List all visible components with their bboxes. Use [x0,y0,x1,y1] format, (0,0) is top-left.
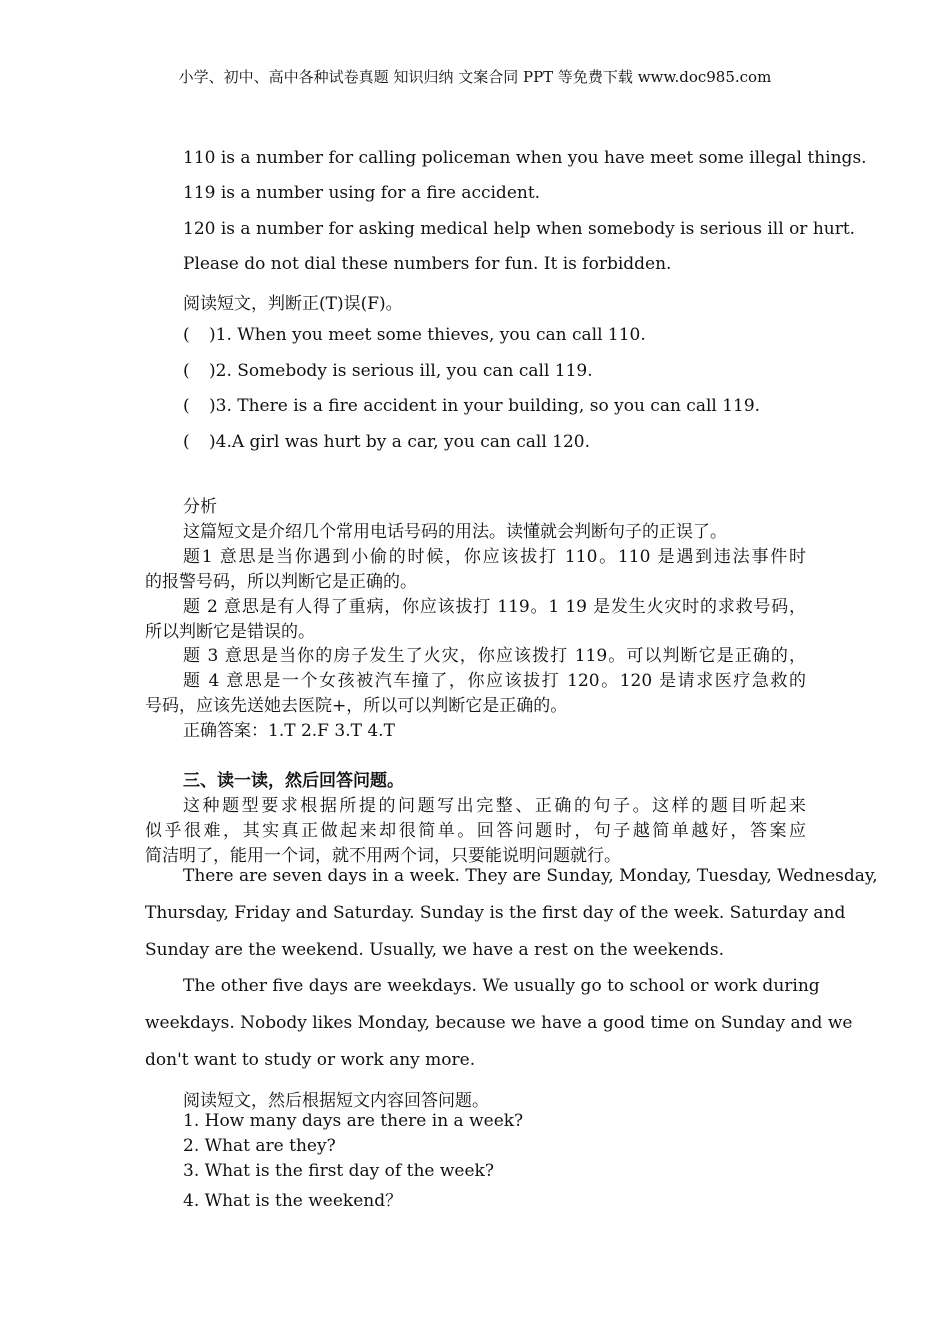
intro-line: 这种题型要求根据所提的问题写出完整、正确的句子。这样的题目听起来 [183,796,806,816]
answer-blank: ( [183,432,190,452]
passage-line: Thursday, Friday and Saturday. Sunday is the first day of the week. Saturday and [145,903,846,923]
analysis-line: 题 3 意思是当你的房子发生了火灾，你应该拨打 119。可以判断它是正确的， [183,646,806,666]
analysis-title: 分析 [183,497,217,517]
question-item: 3. What is the first day of the week? [183,1161,494,1181]
question-item [183,432,590,452]
section-heading: 三、读一读，然后回答问题。 [183,771,404,791]
analysis-line: 这篇短文是介绍几个常用电话号码的用法。读懂就会判断句子的正误了。 [183,522,727,542]
passage-line: Sunday are the weekend. Usually, we have a rest on the weekends. [145,940,725,960]
passage-line: don't want to study or work any more. [145,1050,476,1070]
passage-line: 119 is a number using for a fire accident. [183,183,541,203]
analysis-line: 所以判断它是错误的。 [145,622,315,642]
question-item: 1. How many days are there in a week? [183,1111,524,1131]
analysis-line: 的报警号码，所以判断它是正确的。 [145,572,417,592]
passage-line: 120 is a number for asking medical help when somebody is serious ill or hurt. [183,219,856,239]
instruction-true-false: 阅读短文，判断正(T)误(F)。 [183,294,403,314]
question-item [183,325,646,345]
analysis-line: 号码，应该先送她去医院+，所以可以判断它是正确的。 [145,696,568,716]
answer-blank: ( [183,361,190,381]
question-text: )1. When you meet some thieves, you can call 110. [209,325,646,345]
intro-line: 简洁明了，能用一个词，就不用两个词，只要能说明问题就行。 [145,846,621,866]
answer-blank: ( [183,325,190,345]
question-item [183,396,760,416]
answer-key: 正确答案：1.T 2.F 3.T 4.T [183,721,395,741]
passage-line: 110 is a number for calling policeman when you have meet some illegal things. [183,148,867,168]
question-text: )3. There is a fire accident in your building, so you can call 119. [209,396,761,416]
passage-line: weekdays. Nobody likes Monday, because we have a good time on Sunday and we [145,1013,853,1033]
instruction-answer-questions: 阅读短文，然后根据短文内容回答问题。 [183,1091,489,1111]
analysis-line: 题1 意思是当你遇到小偷的时候，你应该拔打 110。110 是遇到违法事件时 [183,547,806,567]
intro-line: 似乎很难，其实真正做起来却很简单。回答问题时，句子越简单越好，答案应 [145,821,806,841]
page-header: 小学、初中、高中各种试卷真题 知识归纳 文案合同 PPT 等免费下载 www.doc985.com [178,68,772,86]
question-item: 2. What are they? [183,1136,336,1156]
question-text: )4.A girl was hurt by a car, you can call 120. [209,432,591,452]
passage-line: The other five days are weekdays. We usually go to school or work during [183,976,820,996]
answer-blank: ( [183,396,190,416]
question-text: )2. Somebody is serious ill, you can call 119. [209,361,593,381]
question-item [183,361,593,381]
passage-line: There are seven days in a week. They are Sunday, Monday, Tuesday, Wednesday, [183,866,878,886]
passage-line: Please do not dial these numbers for fun. It is forbidden. [183,254,672,274]
analysis-line: 题 4 意思是一个女孩被汽车撞了，你应该拔打 120。120 是请求医疗急救的 [183,671,806,691]
question-item: 4. What is the weekend？ [183,1191,403,1211]
analysis-line: 题 2 意思是有人得了重病，你应该拔打 119。1 19 是发生火灾时的求救号码， [183,597,806,617]
